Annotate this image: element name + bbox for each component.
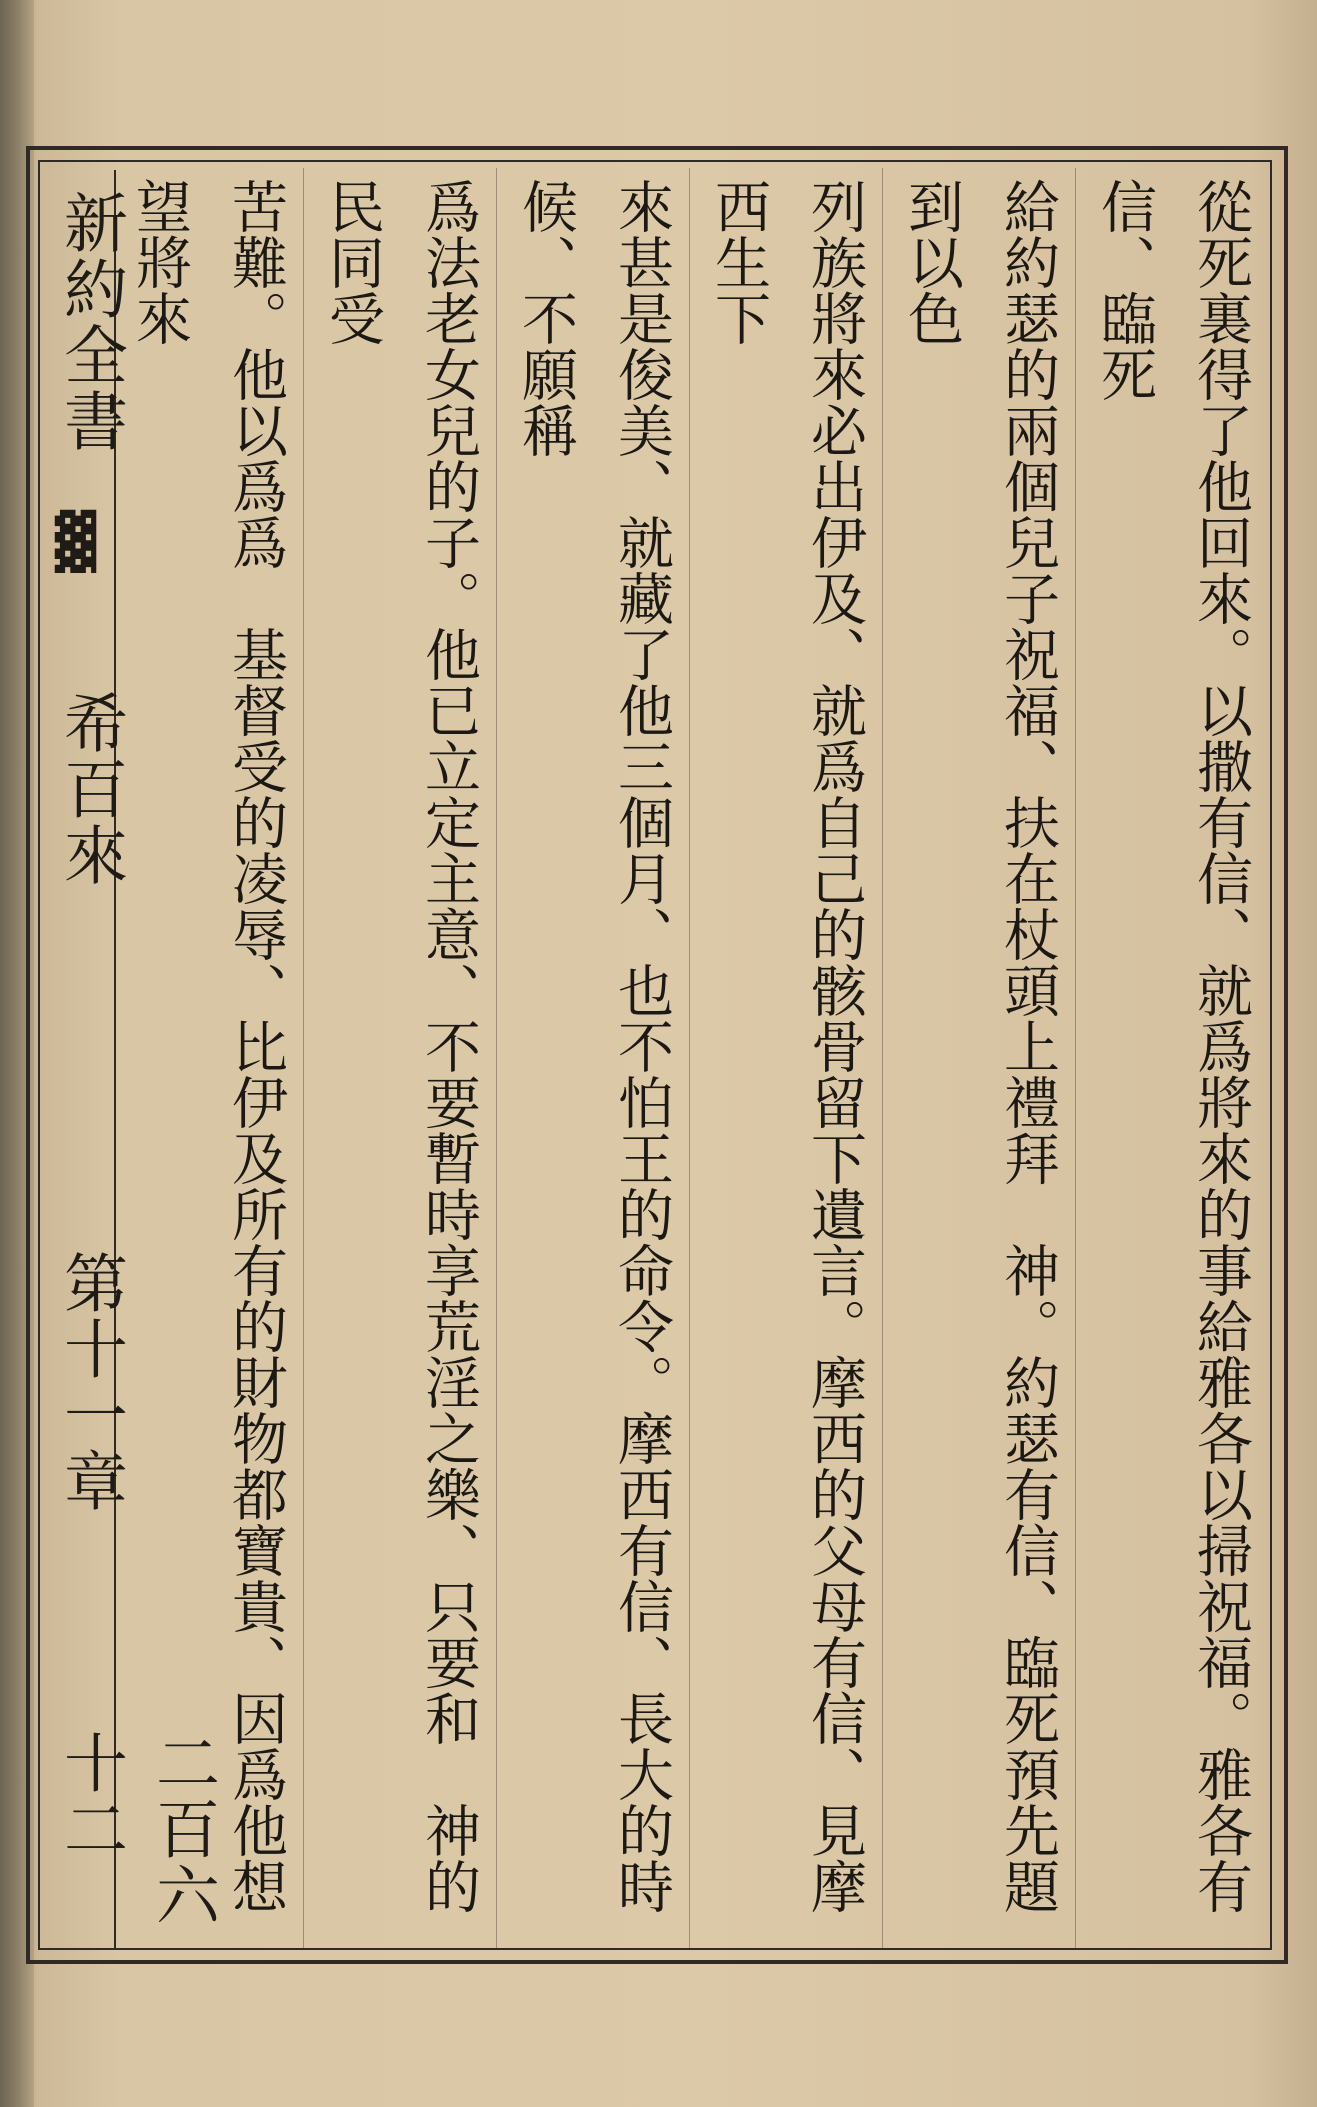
- page-number: 二百六十二: [53, 1730, 219, 1928]
- text-column: 從死裏得了他回來。以撒有信、就爲將來的事給雅各以掃祝福。雅各有信、臨死: [1075, 168, 1268, 1948]
- body-text: [118, 168, 1268, 1948]
- text-column: 苦難。他以爲爲 基督受的凌辱、比伊及所有的財物都寶貴、因爲他想望將來: [118, 168, 303, 1948]
- text-column: 給約瑟的兩個兒子祝福、扶在杖頭上禮拜 神。約瑟有信、臨死預先題到以色: [882, 168, 1075, 1948]
- printer-mark: ▓: [44, 510, 107, 575]
- book-name: 希百來: [53, 690, 127, 888]
- text-column: 爲法老女兒的子。他已立定主意、不要暫時享荒淫之樂、只要和 神的民同受: [303, 168, 496, 1948]
- chapter-label: 第十一章: [53, 1250, 127, 1514]
- text-column: 列族將來必出伊及、就爲自己的骸骨留下遺言。摩西的父母有信、見摩西生下: [689, 168, 882, 1948]
- text-column: 來甚是俊美、就藏了他三個月、也不怕王的命令。摩西有信、長大的時候、不願稱: [496, 168, 689, 1948]
- book-title: 新約全書: [53, 190, 127, 454]
